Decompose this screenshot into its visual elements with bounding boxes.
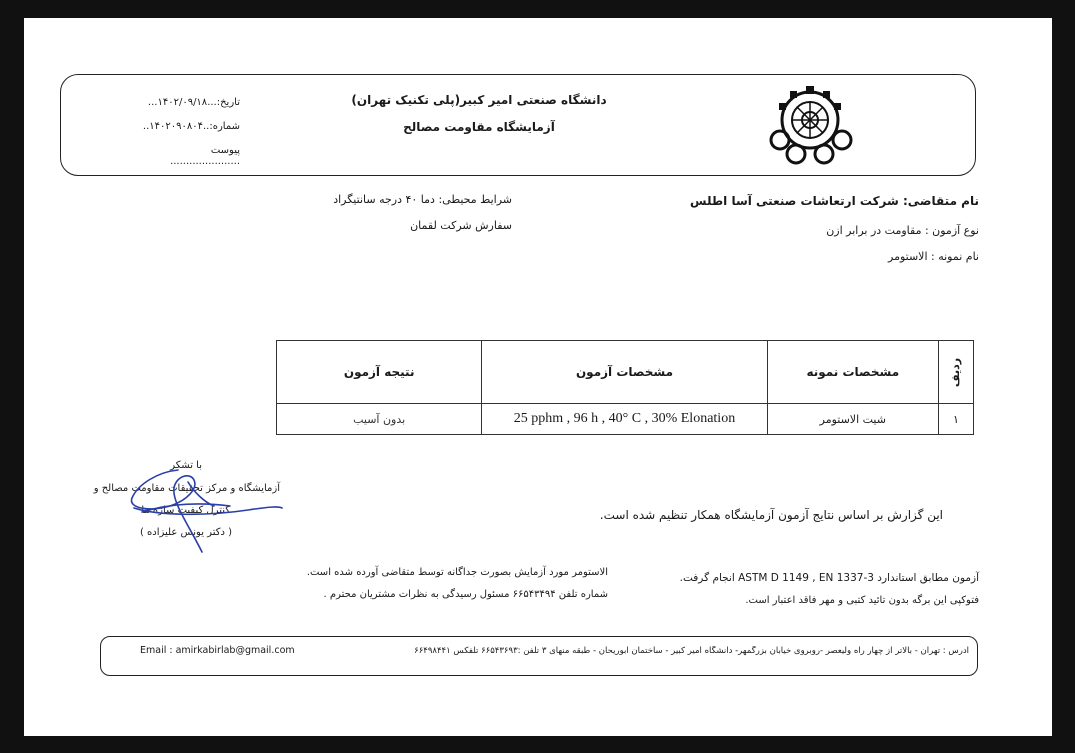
footer-address: آدرس : تهران - بالاتر از چهار راه ولیعصر -روبروی خیابان بزرگمهر- دانشگاه امیر کبیر - ساختمان ابوریحان - طبقه منهای ۳ تلفن :۶۶۵۴۳۶۹۳ تلفکس ۶۶۴۹۸۴۴۱ xyxy=(414,646,969,656)
table-row xyxy=(277,404,974,435)
standard-line: آزمون مطابق استاندارد ASTM D 1149 , EN 1337-3 انجام گرفت. xyxy=(679,572,979,584)
sample-name: نام نمونه : الاستومر xyxy=(888,250,979,263)
university-name: دانشگاه صنعتی امیر کبیر(پلی تکنیک تهران) xyxy=(351,93,607,107)
header-result: نتیجه آزمون xyxy=(277,341,482,404)
number-field: شماره:..۱۴۰۲۰۹۰۸۰۴.. xyxy=(142,121,240,132)
header-spec: مشخصات آزمون xyxy=(482,341,767,404)
header-sample: مشخصات نمونه xyxy=(767,341,938,404)
cell-result: بدون آسیب xyxy=(277,404,482,435)
cell-spec: 25 pphm , 96 h , 40° C , 30% Elonation xyxy=(482,404,767,435)
table-header-row xyxy=(277,341,974,404)
footer-email: Email : amirkabirlab@gmail.com xyxy=(140,645,295,656)
university-logo-icon xyxy=(766,82,856,168)
cell-index: ۱ xyxy=(938,404,973,435)
order-note: سفارش شرکت لقمان xyxy=(410,219,512,232)
copy-note: فتوکپی این برگه بدون تائید کتبی و مهر فاقد اعتبار است. xyxy=(745,595,979,606)
client-name: نام متقاضی: شرکت ارتعاشات صنعتی آسا اطلس xyxy=(689,194,979,208)
cell-sample: شیت الاستومر xyxy=(767,404,938,435)
report-note: این گزارش بر اساس نتایج آزمون آزمایشگاه همکار تنظیم شده است. xyxy=(599,508,943,522)
header-index-label: ردیف xyxy=(949,357,963,388)
sample-delivery-note: الاستومر مورد آزمایش بصورت جداگانه توسط متقاضی آورده شده است. xyxy=(306,567,608,578)
attachment-field: پیوست ...................... xyxy=(170,145,240,167)
lab-name: آزمایشگاه مقاومت مصالح xyxy=(403,120,555,134)
signature-lab-line: آزمایشگاه و مرکز تحقیقات مقاومت مصالح و xyxy=(93,483,280,494)
phone-note: شماره تلفن ۶۶۵۴۳۴۹۴ مسئول رسیدگی به نظرات مشتریان محترم . xyxy=(323,589,608,600)
date-field: تاریخ:...۱۴۰۲/۰۹/۱۸... xyxy=(147,97,240,108)
signature-name: ( دکتر یونس علیزاده ) xyxy=(139,527,232,538)
results-table xyxy=(276,340,974,435)
signature-thanks: با تشکر xyxy=(170,460,202,471)
environment-conditions: شرایط محیطی: دما ۴۰ درجه سانتیگراد xyxy=(333,193,512,206)
header-index xyxy=(938,341,973,404)
handwritten-signature-icon xyxy=(118,462,288,562)
signature-quality-line: کنترل کیفیت سازه ها xyxy=(141,505,230,516)
test-type: نوع آزمون : مقاومت در برابر ازن xyxy=(826,224,979,237)
footer-box xyxy=(100,636,978,676)
